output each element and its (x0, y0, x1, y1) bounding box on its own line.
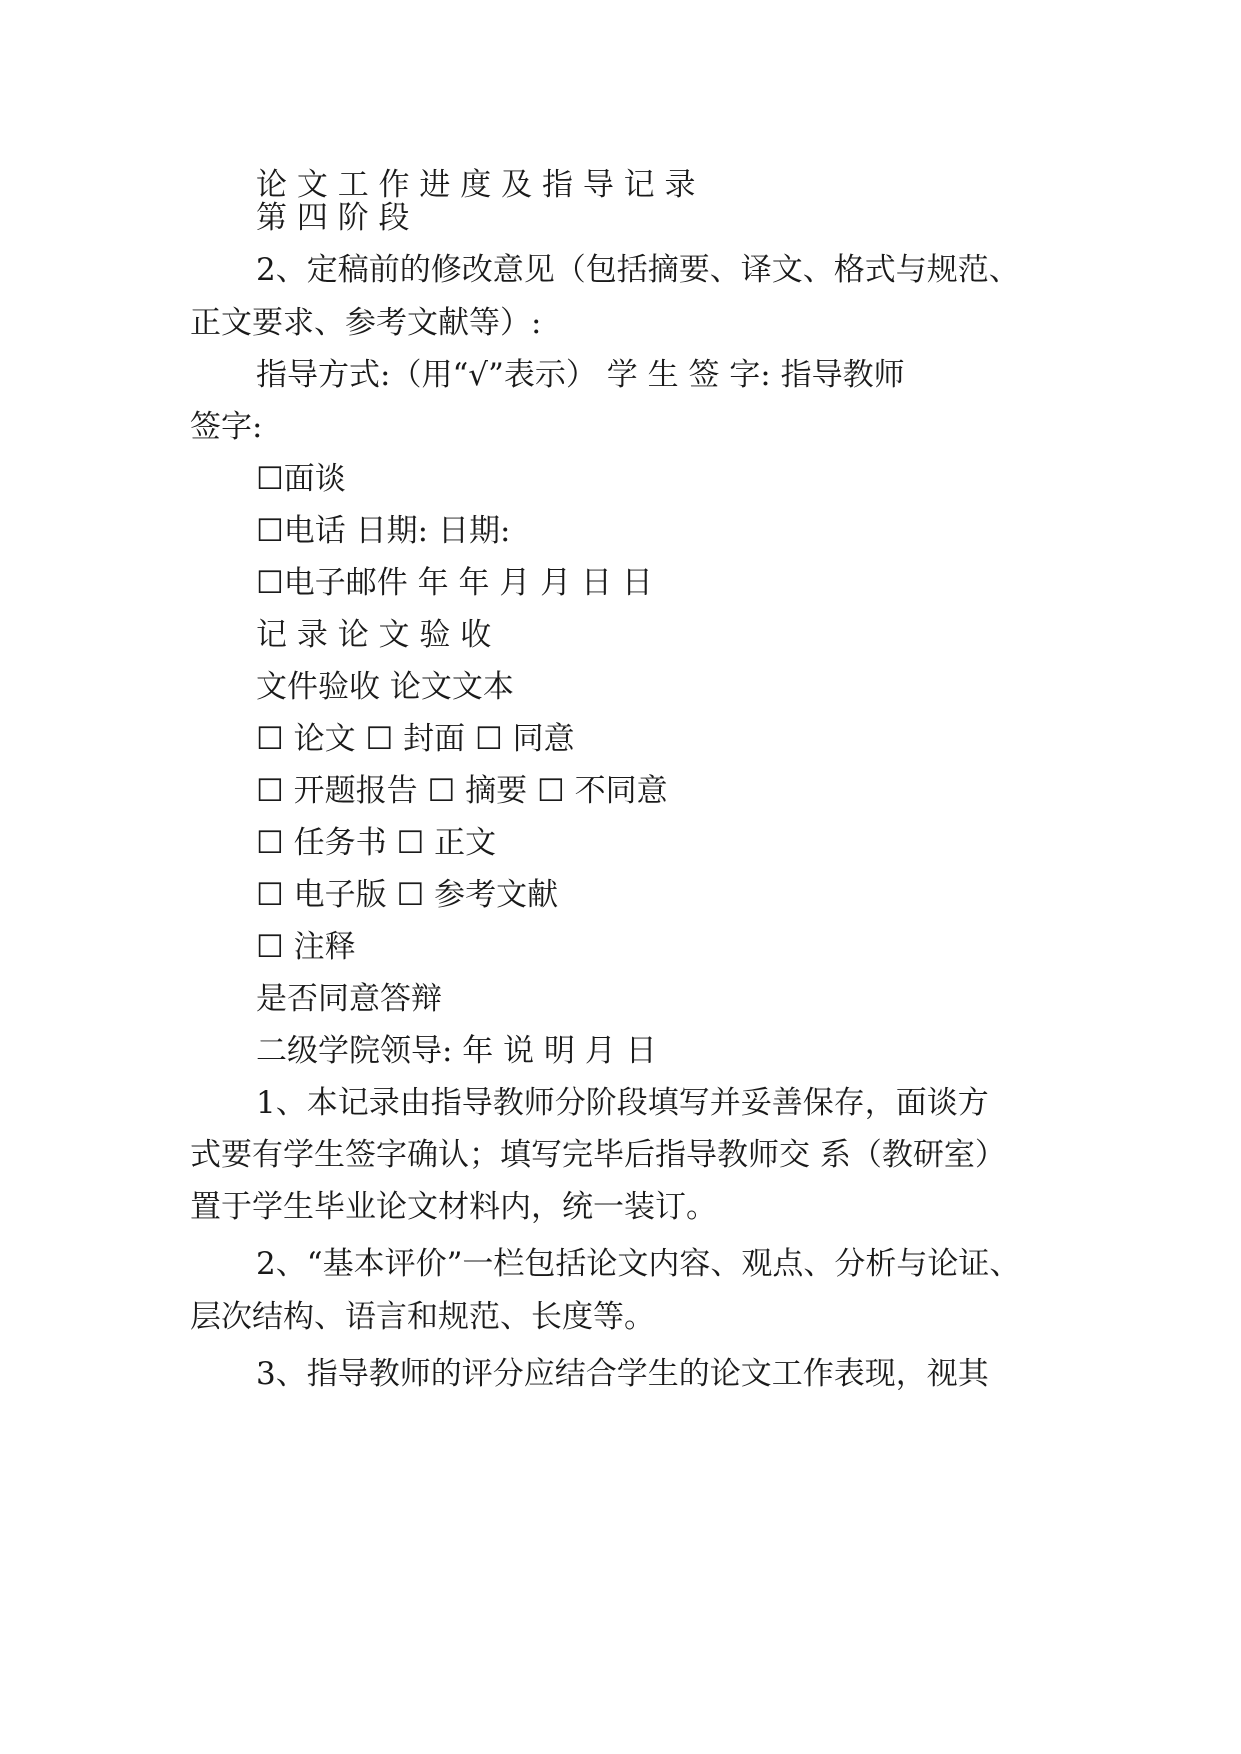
revision-opinion-line-2: 正文要求、参考文献等）: (190, 305, 542, 341)
checklist-row-1: ☐ 论文 ☐ 封面 ☐ 同意 (256, 721, 575, 757)
checklist-row-3: ☐ 任务书 ☐ 正文 (256, 825, 497, 861)
revision-opinion-line-1: 2、定稿前的修改意见（包括摘要、译文、格式与规范、 (256, 252, 1020, 288)
option-phone-date: ☐电话 日期: 日期: (256, 513, 511, 549)
checklist-row-2: ☐ 开题报告 ☐ 摘要 ☐ 不同意 (256, 773, 668, 809)
note-3-line-1: 3、指导教师的评分应结合学生的论文工作表现，视其 (256, 1356, 989, 1392)
option-email-date: ☐电子邮件 年 年 月 月 日 日 (256, 565, 653, 601)
record-heading: 论 文 工 作 进 度 及 指 导 记 录 (256, 167, 696, 203)
guidance-method-line-1: 指导方式:（用“√”表示） 学 生 签 字: 指导教师 (256, 357, 905, 393)
note-1-line-2: 式要有学生签字确认；填写完毕后指导教师交 系（教研室） (190, 1137, 1006, 1173)
note-1-line-3: 置于学生毕业论文材料内，统一装订。 (190, 1189, 717, 1225)
checklist-row-5: ☐ 注释 (256, 929, 356, 965)
guidance-method-line-2: 签字: (190, 409, 263, 445)
option-interview: ☐面谈 (256, 461, 346, 497)
note-2-line-1: 2、“基本评价”一栏包括论文内容、观点、分析与论证、 (256, 1246, 1021, 1282)
note-2-line-2: 层次结构、语言和规范、长度等。 (190, 1299, 655, 1335)
acceptance-heading: 记 录 论 文 验 收 (256, 617, 492, 653)
file-acceptance-heading: 文件验收 论文文本 (256, 669, 514, 705)
leader-signature-line: 二级学院领导: 年 说 明 月 日 (256, 1033, 657, 1069)
checklist-row-4: ☐ 电子版 ☐ 参考文献 (256, 877, 559, 913)
stage-heading: 第 四 阶 段 (256, 200, 410, 236)
defense-approval-line: 是否同意答辩 (256, 981, 442, 1017)
note-1-line-1: 1、本记录由指导教师分阶段填写并妥善保存，面谈方 (256, 1085, 989, 1121)
